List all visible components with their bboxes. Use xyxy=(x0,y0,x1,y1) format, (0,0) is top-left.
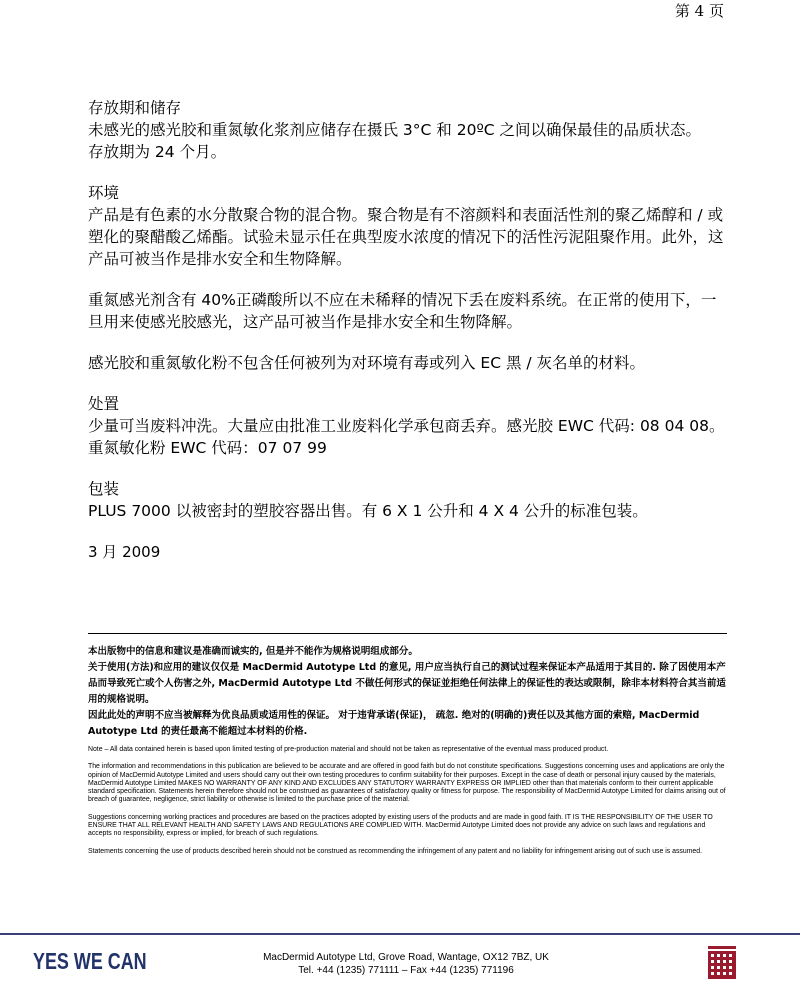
company-address: MacDermid Autotype Ltd, Grove Road, Wantage, OX12 7BZ, UK xyxy=(263,952,549,963)
disclaimer-chinese xyxy=(88,644,728,740)
paragraph: 少量可当废料冲洗。大量应由批准工业废料化学承包商丢弃。感光胶 EWC 代码: 08 04 08。重氮敏化粉 EWC 代码：07 07 99 xyxy=(88,417,725,457)
section-heading: 包装 xyxy=(88,480,120,498)
section-environment xyxy=(88,182,728,374)
company-address-block xyxy=(200,951,612,977)
disclaimer-paragraph: 关于使用(方法)和应用的建议仅仅是 MacDermid Autotype Ltd 的意见, 用户应当执行自己的测试过程来保证本产品适用于其目的. 除了因使用本产品而导致死亡或个人伤害之外, MacDermid Autotype Ltd 不做任何形式的保证並拒绝任何法律上的保证性的表达或限制，除非本材料符合其当前适用的规格说明。 xyxy=(88,662,726,705)
section-storage xyxy=(88,97,728,163)
section-packaging xyxy=(88,478,728,522)
divider xyxy=(88,633,727,634)
paragraph: 重氮感光剂含有 40%正磷酸所以不应在未稀释的情况下丢在废料系统。在正常的使用下，一旦用来使感光胶感光，这产品可被当作是排水安全和生物降解。 xyxy=(88,291,717,331)
disclaimer-paragraph: 因此此处的声明不应当被解释为优良品质或适用性的保证。 对于违背承诺(保证)， 疏忽. 绝对的(明确的)责任以及其他方面的索赔, MacDermid Autotype Ltd 的责任最高不能超过本材料的价格. xyxy=(88,710,700,737)
section-heading: 处置 xyxy=(88,395,120,413)
disclaimer-english xyxy=(88,746,728,865)
section-heading: 环境 xyxy=(88,184,120,202)
paragraph: 未感光的感光胶和重氮敏化浆剂应储存在摄氏 3°C 和 20ºC 之间以确保最佳的品质状态。 xyxy=(88,121,701,139)
macdermid-emblem-icon xyxy=(708,946,736,981)
footer-divider xyxy=(0,933,800,935)
paragraph: 产品是有色素的水分散聚合物的混合物。聚合物是有不溶颜料和表面活性剂的聚乙烯醇和 / 或塑化的聚醋酸乙烯酯。试验未显示任在典型废水浓度的情况下的活性污泥阻聚作用。此外，这产品可被当作是排水安全和生物降解。 xyxy=(88,206,724,268)
page-number: 第 4 页 xyxy=(674,2,724,20)
paragraph: PLUS 7000 以被密封的塑胶容器出售。有 6 X 1 公升和 4 X 4 公升的标准包装。 xyxy=(88,502,648,520)
section-disposal xyxy=(88,393,728,459)
company-contact: Tel. +44 (1235) 771111 – Fax +44 (1235) 771196 xyxy=(298,965,514,976)
disclaimer-paragraph: Note – All data contained herein is based upon limited testing of pre-production material and should not be taken as representative of the eventual mass produced product. xyxy=(88,746,609,753)
disclaimer-paragraph: Suggestions concerning working practices and procedures are based on the practices adopted by existing users of the products and are made in good faith. IT IS THE RESPONSIBILITY OF THE USER TO ENSURE THAT ALL RELEVANT HEALTH AND SAFETY LAWS AND REGULATIONS ARE COMPLIED WITH. MacDermid Autotype Limited does not provide any advice on such laws and regulations and accepts no responsibility, express or implied, for breach of such regulations. xyxy=(88,813,713,838)
disclaimer-paragraph: The information and recommendations in this publication are believed to be accurate and are offered in good faith but do not constitute specifications. Suggestions concerning uses and applications are only the opinion of MacDermid Autotype Limited and users should carry out their own testing procedures to confirm suitability for their purposes. Except in the case of death or personal injury caused by the materials, MacDermid Autotype Limited MAKES NO WARRANTY OF ANY KIND AND EXCLUDES ANY STATUTORY WARRANTY EXPRESS OR IMPLIED other than that materials conform to their current applicable standard specification. Statements herein therefore should not be construed as guarantees of satisfactory quality or fitness for purpose. The responsibility of MacDermid Autotype Limited for claims arising out of breach of guarantee, negligence, strict liability or otherwise is limited to the purchase price of the material. xyxy=(88,763,726,804)
paragraph: 存放期为 24 个月。 xyxy=(88,143,227,161)
issue-date: 3 月 2009 xyxy=(88,543,161,561)
section-heading: 存放期和储存 xyxy=(88,99,182,117)
disclaimer-paragraph: 本出版物中的信息和建议是准确而诚实的, 但是并不能作为规格说明组成部分。 xyxy=(88,646,418,657)
brand-logo: YES WE CAN xyxy=(33,948,147,974)
document-body xyxy=(88,97,728,563)
disclaimer-paragraph: Statements concerning the use of products described herein should not be construed as recommending the infringement of any patent and no liability for infringement arising out of such use is assumed. xyxy=(88,847,703,855)
paragraph: 感光胶和重氮敏化粉不包含任何被列为对环境有毒或列入 EC 黑 / 灰名单的材料。 xyxy=(88,354,646,372)
